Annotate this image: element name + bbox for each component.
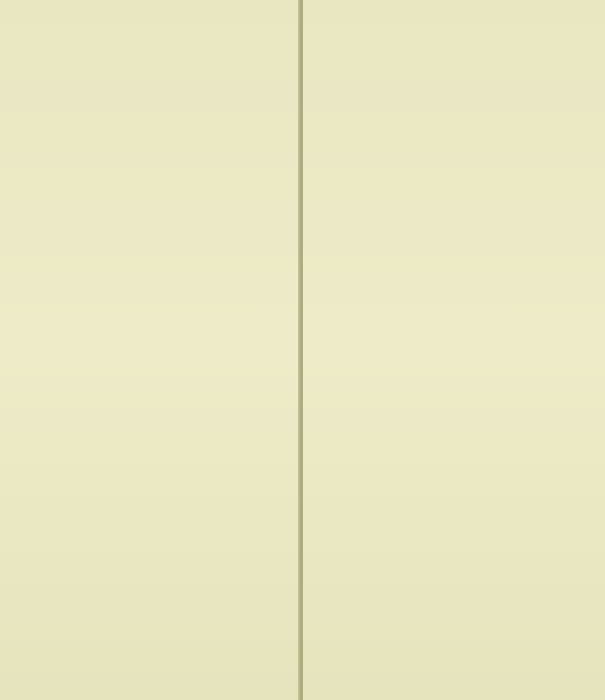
- menu-page-left: [0, 0, 300, 700]
- menu-page-right: [303, 0, 605, 700]
